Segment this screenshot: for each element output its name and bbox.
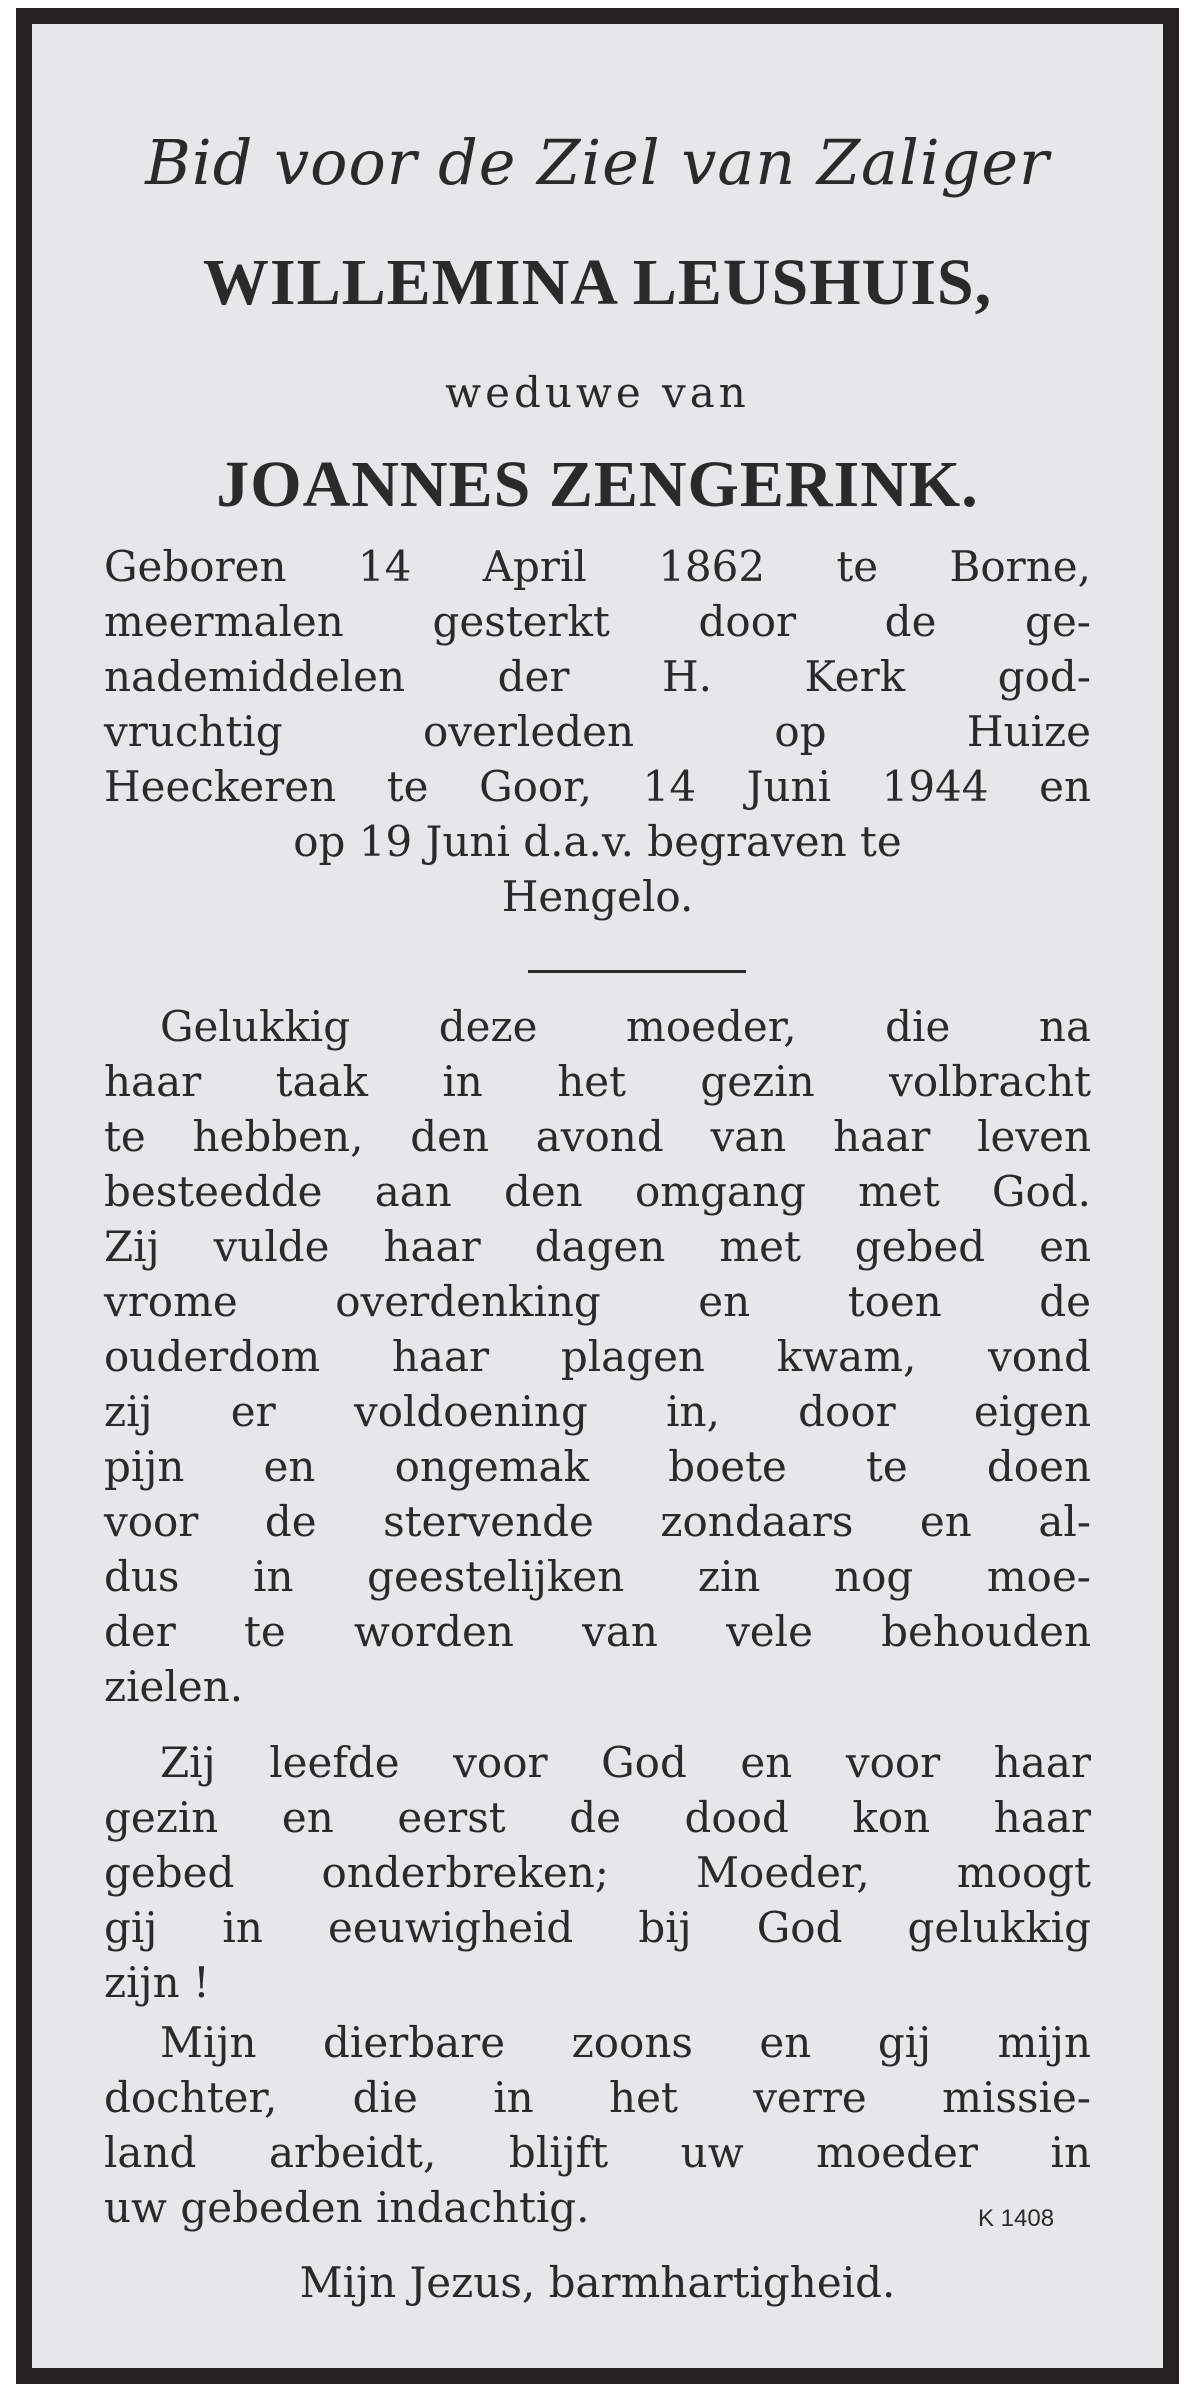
spouse-name: JOANNES ZENGERINK. [216, 448, 979, 521]
paragraph-line: dus in geestelijken zin nog moe- [104, 1552, 1091, 1601]
relation-text: weduwe van [445, 368, 750, 417]
paragraph-line: dochter, die in het verre missie- [104, 2073, 1091, 2122]
paragraph-line: Mijn dierbare zoons en gij mijn [160, 2018, 1091, 2067]
memorial-card [16, 8, 1179, 2384]
paragraph-line: zijn ! [104, 1958, 210, 2007]
deceased-name: WILLEMINA LEUSHUIS, [202, 246, 993, 319]
biography-line: Geboren 14 April 1862 te Borne, [104, 542, 1091, 591]
paragraph-line: uw gebeden indachtig. [104, 2183, 590, 2232]
paragraph-line: ouderdom haar plagen kwam, vond [104, 1332, 1091, 1381]
paragraph-line: zij er voldoening in, door eigen [104, 1387, 1091, 1436]
biography-line: op 19 Juni d.a.v. begraven te [293, 817, 902, 866]
paragraph-line: besteedde aan den omgang met God. [104, 1167, 1091, 1216]
paragraph-line: Gelukkig deze moeder, die na [160, 1002, 1091, 1051]
biography-line: Heeckeren te Goor, 14 Juni 1944 en [104, 762, 1091, 811]
paragraph-line: gezin en eerst de dood kon haar [104, 1793, 1091, 1842]
paragraph-line: gij in eeuwigheid bij God gelukkig [104, 1903, 1091, 1952]
paragraph-line: Zij vulde haar dagen met gebed en [104, 1222, 1091, 1271]
biography-line: vruchtig overleden op Huize [104, 707, 1091, 756]
divider-rule [528, 970, 746, 973]
paragraph-line: te hebben, den avond van haar leven [104, 1112, 1091, 1161]
paragraph-line: zielen. [104, 1662, 244, 1711]
paragraph-line: voor de stervende zondaars en al- [104, 1497, 1091, 1546]
paragraph-line: haar taak in het gezin volbracht [104, 1057, 1091, 1106]
print-code: K 1408 [978, 2205, 1055, 2232]
paragraph-line: land arbeidt, blijft uw moeder in [104, 2128, 1091, 2177]
card-content [104, 24, 1091, 2368]
biography-line: nademiddelen der H. Kerk god- [104, 652, 1091, 701]
paragraph-line: Zij leefde voor God en voor haar [160, 1738, 1091, 1787]
biography-line: Hengelo. [501, 872, 694, 921]
invocation: Bid voor de Ziel van Zaliger [145, 126, 1050, 199]
closing-prayer: Mijn Jezus, barmhartigheid. [299, 2258, 896, 2307]
paragraph-line: vrome overdenking en toen de [104, 1277, 1091, 1326]
paragraph-line: pijn en ongemak boete te doen [104, 1442, 1091, 1491]
biography-line: meermalen gesterkt door de ge- [104, 597, 1091, 646]
paragraph-line: der te worden van vele behouden [104, 1607, 1091, 1656]
paragraph-line: gebed onderbreken; Moeder, moogt [104, 1848, 1091, 1897]
